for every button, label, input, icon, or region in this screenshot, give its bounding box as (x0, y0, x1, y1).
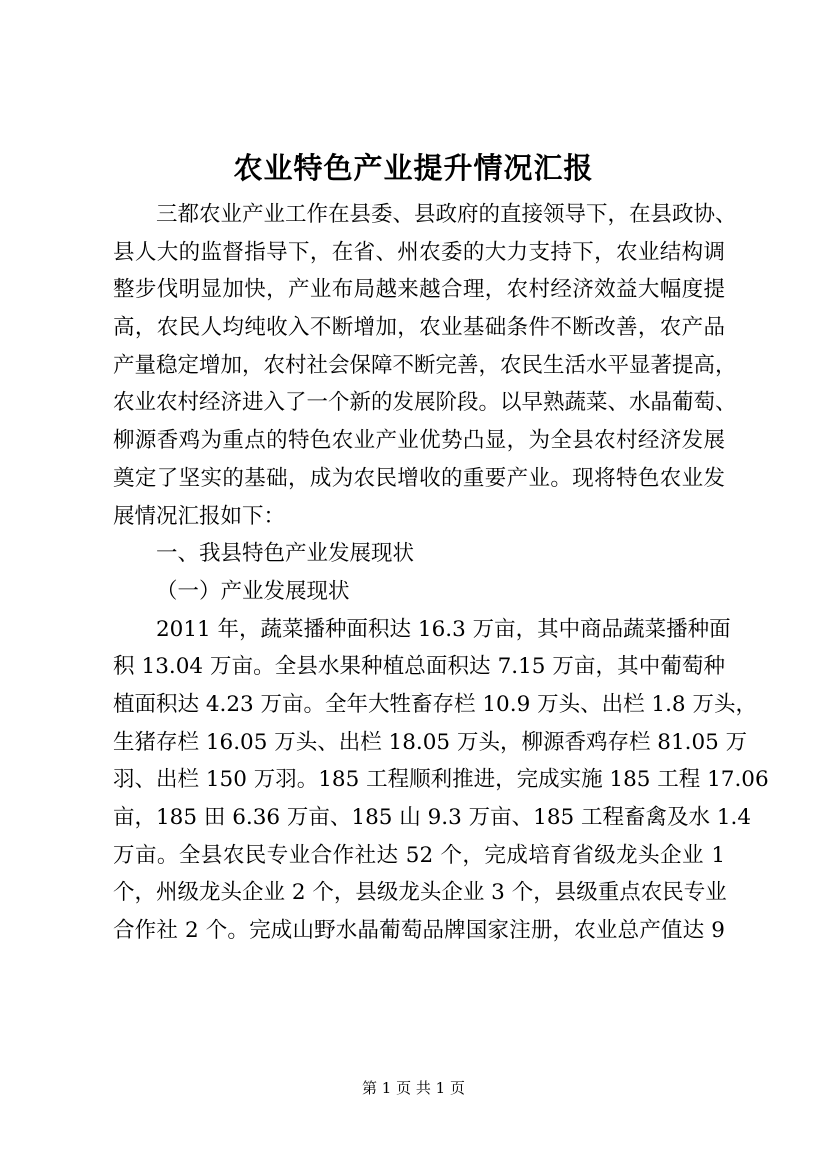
paragraph-line: 整步伐明显加快，产业布局越来越合理，农村经济效益大幅度提 (113, 277, 725, 303)
paragraph-line: 积 13.04 万亩。全县水果种植总面积达 7.15 万亩，其中葡萄种 (113, 654, 725, 680)
paragraph-line: 生猪存栏 16.05 万头、出栏 18.05 万头，柳源香鸡存栏 81.05 万 (113, 729, 748, 755)
paragraph-line: 2011 年，蔬菜播种面积达 16.3 万亩，其中商品蔬菜播种面 (156, 616, 731, 642)
paragraph-line: 县人大的监督指导下，在省、州农委的大力支持下，农业结构调 (113, 239, 725, 265)
paragraph-line: 农业农村经济进入了一个新的发展阶段。以早熟蔬菜、水晶葡萄、 (113, 390, 737, 416)
section-heading: 一、我县特色产业发展现状 (156, 541, 415, 567)
paragraph-line: 羽、出栏 150 万羽。185 工程顺利推进，完成实施 185 工程 17.06 (113, 767, 769, 793)
paragraph-line: 产量稳定增加，农村社会保障不断完善，农民生活水平显著提高， (113, 352, 737, 378)
paragraph-line: 奠定了坚实的基础，成为农民增收的重要产业。现将特色农业发 (113, 465, 725, 491)
paragraph-line: 展情况汇报如下： (113, 503, 286, 529)
paragraph-line: 植面积达 4.23 万亩。全年大牲畜存栏 10.9 万头、出栏 1.8 万头， (113, 691, 757, 717)
subsection-heading: （一）产业发展现状 (156, 578, 350, 604)
paragraph-line: 亩，185 田 6.36 万亩、185 山 9.3 万亩、185 工程畜禽及水 1.4 (113, 805, 752, 830)
document-title: 农业特色产业提升情况汇报 (233, 151, 594, 185)
paragraph-line: 三都农业产业工作在县委、县政府的直接领导下，在县政协、 (156, 202, 737, 227)
page-number-footer: 第 1 页 共 1 页 (362, 1079, 465, 1097)
document-body (113, 196, 769, 950)
paragraph-line: 合作社 2 个。完成山野水晶葡萄品牌国家注册，农业总产值达 9 (113, 918, 725, 944)
paragraph-line: 高，农民人均纯收入不断增加，农业基础条件不断改善，农产品 (113, 315, 725, 341)
paragraph-line: 万亩。全县农民专业合作社达 52 个，完成培育省级龙头企业 1 (113, 842, 725, 868)
paragraph-line: 柳源香鸡为重点的特色农业产业优势凸显，为全县农村经济发展 (113, 428, 725, 454)
paragraph-line: 个，州级龙头企业 2 个，县级龙头企业 3 个，县级重点农民专业 (113, 880, 727, 906)
